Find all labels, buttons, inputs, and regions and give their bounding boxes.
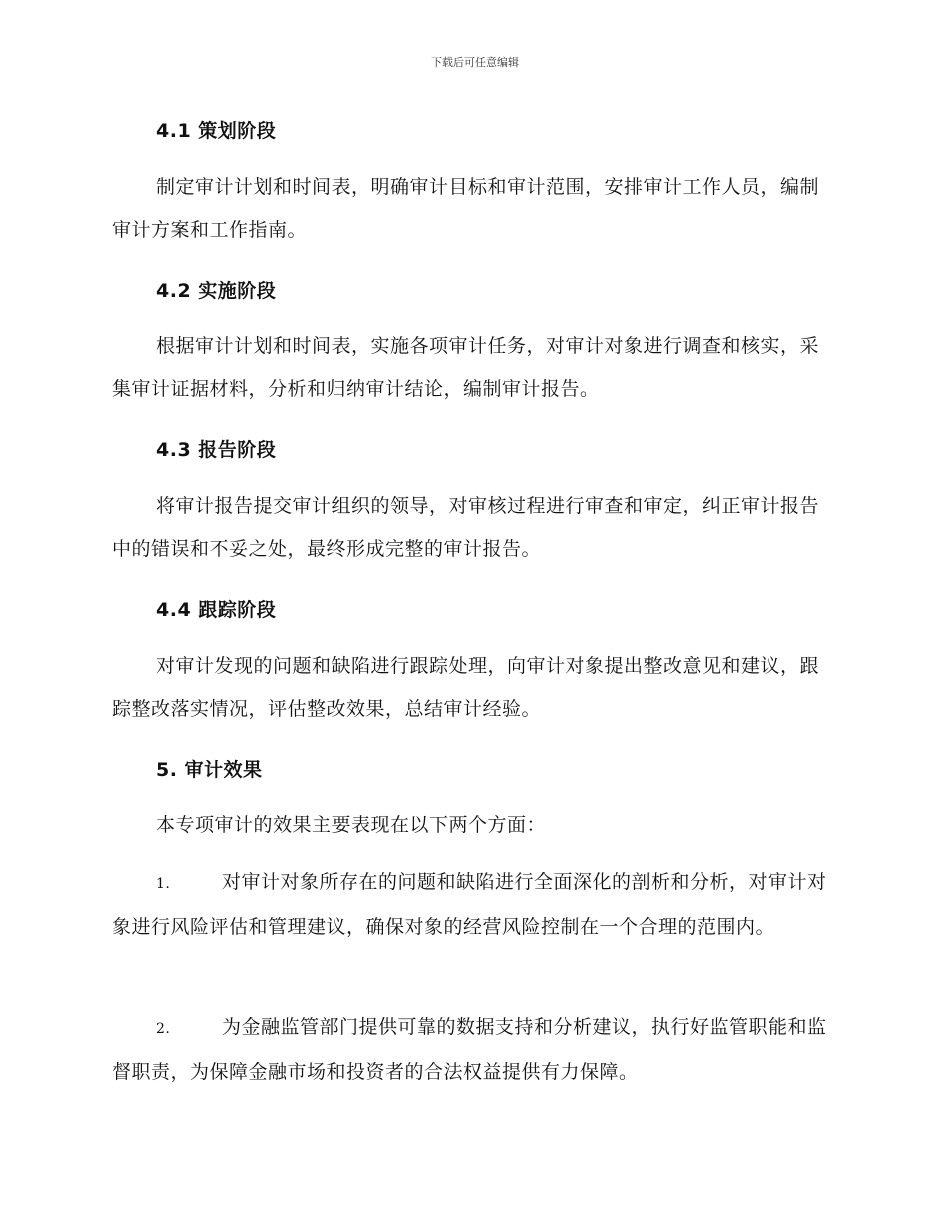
list-item-2 (112, 1006, 838, 1094)
section-paragraph-4-1: 制定审计计划和时间表，明确审计目标和审计范围，安排审计工作人员，编制审计方案和工作指南。 (112, 176, 820, 241)
section-heading-4-3: 4.3 报告阶段 (156, 439, 277, 461)
list-item-text: 对审计对象所存在的问题和缺陷进行全面深化的剖析和分析，对审计对象进行风险评估和管理建议，确保对象的经营风险控制在一个合理的范围内。 (112, 871, 827, 938)
page-header: 下载后可任意编辑 (431, 56, 519, 69)
section-paragraph-4-4: 对审计发现的问题和缺陷进行跟踪处理，向审计对象提出整改意见和建议，跟踪整改落实情况，评估整改效果，总结审计经验。 (112, 655, 820, 720)
list-item-1 (112, 861, 838, 949)
section-heading-4-2: 4.2 实施阶段 (156, 280, 277, 302)
section-paragraph-4-3: 将审计报告提交审计组织的领导，对审核过程进行审查和审定，纠正审计报告中的错误和不妥之处，最终形成完整的审计报告。 (112, 495, 820, 560)
section-heading-5: 5. 审计效果 (156, 759, 263, 781)
list-number: 2. (156, 1021, 171, 1037)
section-paragraph-4-2: 根据审计计划和时间表，实施各项审计任务，对审计对象进行调查和核实，采集审计证据材料，分析和归纳审计结论，编制审计报告。 (112, 335, 820, 400)
section-intro-5: 本专项审计的效果主要表现在以下两个方面： (156, 814, 547, 836)
list-item-text: 为金融监管部门提供可靠的数据支持和分析建议，执行好监管职能和监督职责，为保障金融市场和投资者的合法权益提供有力保障。 (112, 1016, 827, 1083)
section-heading-4-1: 4.1 策划阶段 (156, 120, 277, 142)
section-heading-4-4: 4.4 跟踪阶段 (156, 599, 277, 621)
list-number: 1. (156, 876, 171, 892)
